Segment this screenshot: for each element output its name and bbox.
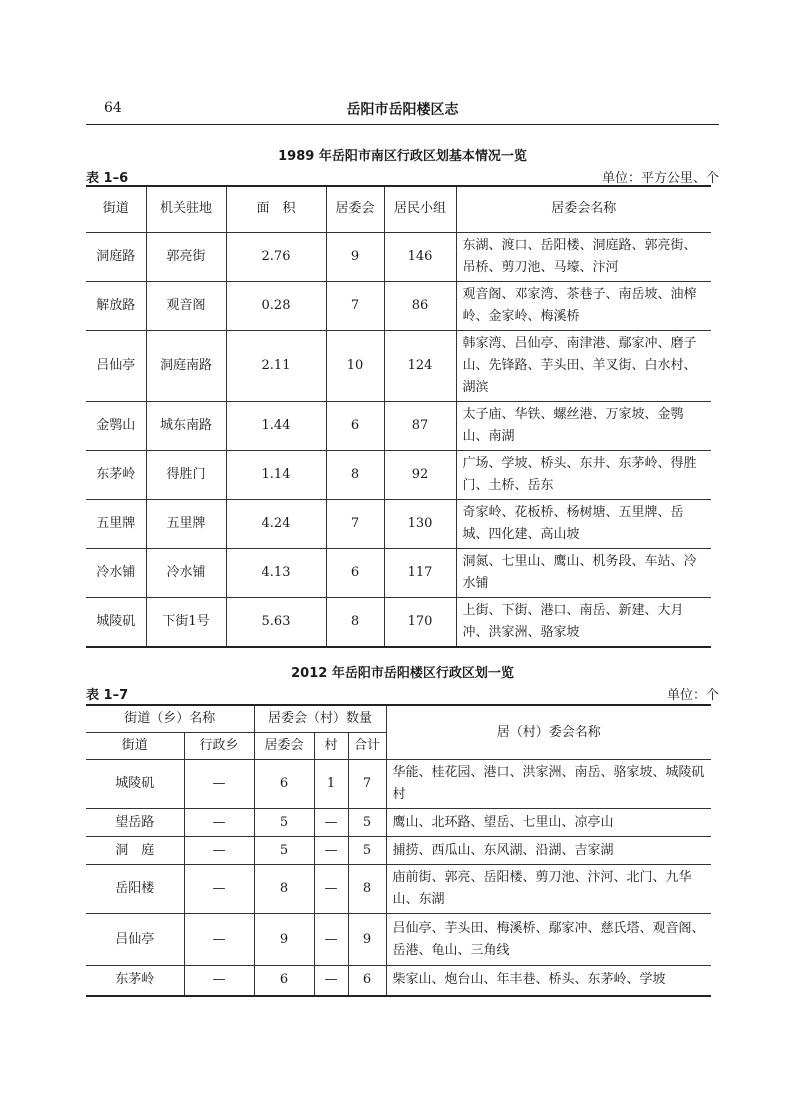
book-title: 岳阳市岳阳楼区志	[346, 102, 459, 118]
table-row	[86, 865, 711, 914]
seat-cell: 得胜门	[146, 450, 226, 499]
table2-meta	[86, 684, 719, 702]
total-cell: 5	[348, 809, 386, 837]
committees-cell: 6	[254, 760, 314, 809]
col-header: 机关驻地	[146, 186, 226, 232]
table2-body	[86, 760, 711, 996]
seat-cell: 五里牌	[146, 499, 226, 548]
page-header	[86, 96, 719, 125]
names-cell: 庙前街、郭亮、岳阳楼、剪刀池、汴河、北门、九华山、东湖	[386, 865, 711, 914]
table-row	[86, 914, 711, 966]
township-cell: —	[184, 914, 254, 966]
col-header: 街道	[86, 186, 146, 232]
groups-cell: 170	[384, 597, 456, 647]
total-cell: 7	[348, 760, 386, 809]
table-row	[86, 499, 711, 548]
table-row	[86, 401, 711, 450]
township-cell: —	[184, 760, 254, 809]
col-header: 居民小组	[384, 186, 456, 232]
street-cell: 冷水铺	[86, 548, 146, 597]
groups-cell: 92	[384, 450, 456, 499]
table1-body	[86, 232, 711, 647]
township-cell: —	[184, 865, 254, 914]
committees-cell: 6	[326, 401, 384, 450]
seat-cell: 观音阁	[146, 281, 226, 330]
table-row	[86, 809, 711, 837]
names-cell: 东湖、渡口、岳阳楼、洞庭路、郭亮街、吊桥、剪刀池、马壕、汴河	[456, 232, 711, 281]
street-cell: 东茅岭	[86, 966, 184, 996]
committees-cell: 8	[326, 450, 384, 499]
table2-label: 表 1–7	[86, 688, 129, 703]
sub-header: 村	[314, 733, 348, 760]
table-row	[86, 837, 711, 865]
street-cell: 解放路	[86, 281, 146, 330]
area-cell: 5.63	[226, 597, 326, 647]
total-cell: 8	[348, 865, 386, 914]
street-cell: 城陵矶	[86, 597, 146, 647]
street-cell: 东茅岭	[86, 450, 146, 499]
area-cell: 4.13	[226, 548, 326, 597]
villages-cell: 1	[314, 760, 348, 809]
table1-label: 表 1–6	[86, 171, 129, 186]
committees-cell: 8	[254, 865, 314, 914]
committees-cell: 7	[326, 281, 384, 330]
names-cell: 吕仙亭、芋头田、梅溪桥、鄢家冲、慈氏塔、观音阁、岳港、龟山、三角线	[386, 914, 711, 966]
names-cell: 鹰山、北环路、望岳、七里山、凉亭山	[386, 809, 711, 837]
col-header: 居委会名称	[456, 186, 711, 232]
table-row	[86, 232, 711, 281]
group-header-street-township: 街道（乡）名称	[86, 705, 254, 733]
street-cell: 金鹗山	[86, 401, 146, 450]
committees-cell: 6	[326, 548, 384, 597]
villages-cell: —	[314, 809, 348, 837]
table2	[86, 704, 711, 997]
names-cell: 广场、学坡、桥头、东井、东茅岭、得胜门、土桥、岳东	[456, 450, 711, 499]
names-cell: 柴家山、炮台山、年丰巷、桥头、东茅岭、学坡	[386, 966, 711, 996]
seat-cell: 下街1号	[146, 597, 226, 647]
street-cell: 五里牌	[86, 499, 146, 548]
street-cell: 吕仙亭	[86, 330, 146, 401]
committees-cell: 6	[254, 966, 314, 996]
names-cell: 韩家湾、吕仙亭、南津港、鄢家冲、磨子山、先锋路、芋头田、羊叉街、白水村、湖滨	[456, 330, 711, 401]
table2-caption: 2012 年岳阳市岳阳楼区行政区划一览	[291, 666, 514, 681]
seat-cell: 冷水铺	[146, 548, 226, 597]
group-header-names: 居（村）委会名称	[386, 705, 711, 760]
committees-cell: 5	[254, 809, 314, 837]
groups-cell: 117	[384, 548, 456, 597]
villages-cell: —	[314, 837, 348, 865]
table1-meta	[86, 167, 719, 185]
sub-header: 街道	[86, 733, 184, 760]
committees-cell: 7	[326, 499, 384, 548]
area-cell: 0.28	[226, 281, 326, 330]
group-header-counts: 居委会（村）数量	[254, 705, 386, 733]
names-cell: 洞氮、七里山、鹰山、机务段、车站、冷水铺	[456, 548, 711, 597]
names-cell: 奇家岭、花板桥、杨树塘、五里牌、岳城、四化建、高山坡	[456, 499, 711, 548]
committees-cell: 10	[326, 330, 384, 401]
table2-group-header-row	[86, 705, 711, 733]
total-cell: 5	[348, 837, 386, 865]
sub-header: 居委会	[254, 733, 314, 760]
groups-cell: 86	[384, 281, 456, 330]
villages-cell: —	[314, 914, 348, 966]
township-cell: —	[184, 966, 254, 996]
area-cell: 1.14	[226, 450, 326, 499]
groups-cell: 124	[384, 330, 456, 401]
table-row	[86, 281, 711, 330]
total-cell: 9	[348, 914, 386, 966]
col-header: 居委会	[326, 186, 384, 232]
names-cell: 观音阁、邓家湾、茶巷子、南岳坡、油榨岭、金家岭、梅溪桥	[456, 281, 711, 330]
names-cell: 太子庙、华铁、螺丝港、万家坡、金鹗山、南湖	[456, 401, 711, 450]
street-cell: 洞庭路	[86, 232, 146, 281]
township-cell: —	[184, 837, 254, 865]
villages-cell: —	[314, 966, 348, 996]
table2-unit: 单位：个	[666, 688, 719, 703]
names-cell: 华能、桂花园、港口、洪家洲、南岳、骆家坡、城陵矶村	[386, 760, 711, 809]
area-cell: 4.24	[226, 499, 326, 548]
table-row	[86, 597, 711, 647]
township-cell: —	[184, 809, 254, 837]
page-number: 64	[104, 100, 122, 116]
street-cell: 吕仙亭	[86, 914, 184, 966]
street-cell: 洞 庭	[86, 837, 184, 865]
area-cell: 1.44	[226, 401, 326, 450]
street-cell: 望岳路	[86, 809, 184, 837]
area-cell: 2.11	[226, 330, 326, 401]
table-row	[86, 548, 711, 597]
committees-cell: 8	[326, 597, 384, 647]
sub-header: 合计	[348, 733, 386, 760]
committees-cell: 5	[254, 837, 314, 865]
groups-cell: 146	[384, 232, 456, 281]
table1-unit: 单位：平方公里、个	[601, 171, 719, 186]
names-cell: 上街、下街、港口、南岳、新建、大月冲、洪家洲、骆家坡	[456, 597, 711, 647]
table-row	[86, 760, 711, 809]
seat-cell: 洞庭南路	[146, 330, 226, 401]
table-row	[86, 966, 711, 996]
table-row	[86, 330, 711, 401]
seat-cell: 郭亮街	[146, 232, 226, 281]
street-cell: 城陵矶	[86, 760, 184, 809]
groups-cell: 130	[384, 499, 456, 548]
area-cell: 2.76	[226, 232, 326, 281]
committees-cell: 9	[254, 914, 314, 966]
table-row	[86, 450, 711, 499]
villages-cell: —	[314, 865, 348, 914]
table1	[86, 185, 711, 648]
names-cell: 捕捞、西瓜山、东风湖、沿湖、吉家湖	[386, 837, 711, 865]
seat-cell: 城东南路	[146, 401, 226, 450]
table1-caption: 1989 年岳阳市南区行政区划基本情况一览	[278, 149, 527, 164]
col-header: 面 积	[226, 186, 326, 232]
table1-header-row	[86, 186, 711, 232]
sub-header: 行政乡	[184, 733, 254, 760]
total-cell: 6	[348, 966, 386, 996]
street-cell: 岳阳楼	[86, 865, 184, 914]
committees-cell: 9	[326, 232, 384, 281]
groups-cell: 87	[384, 401, 456, 450]
